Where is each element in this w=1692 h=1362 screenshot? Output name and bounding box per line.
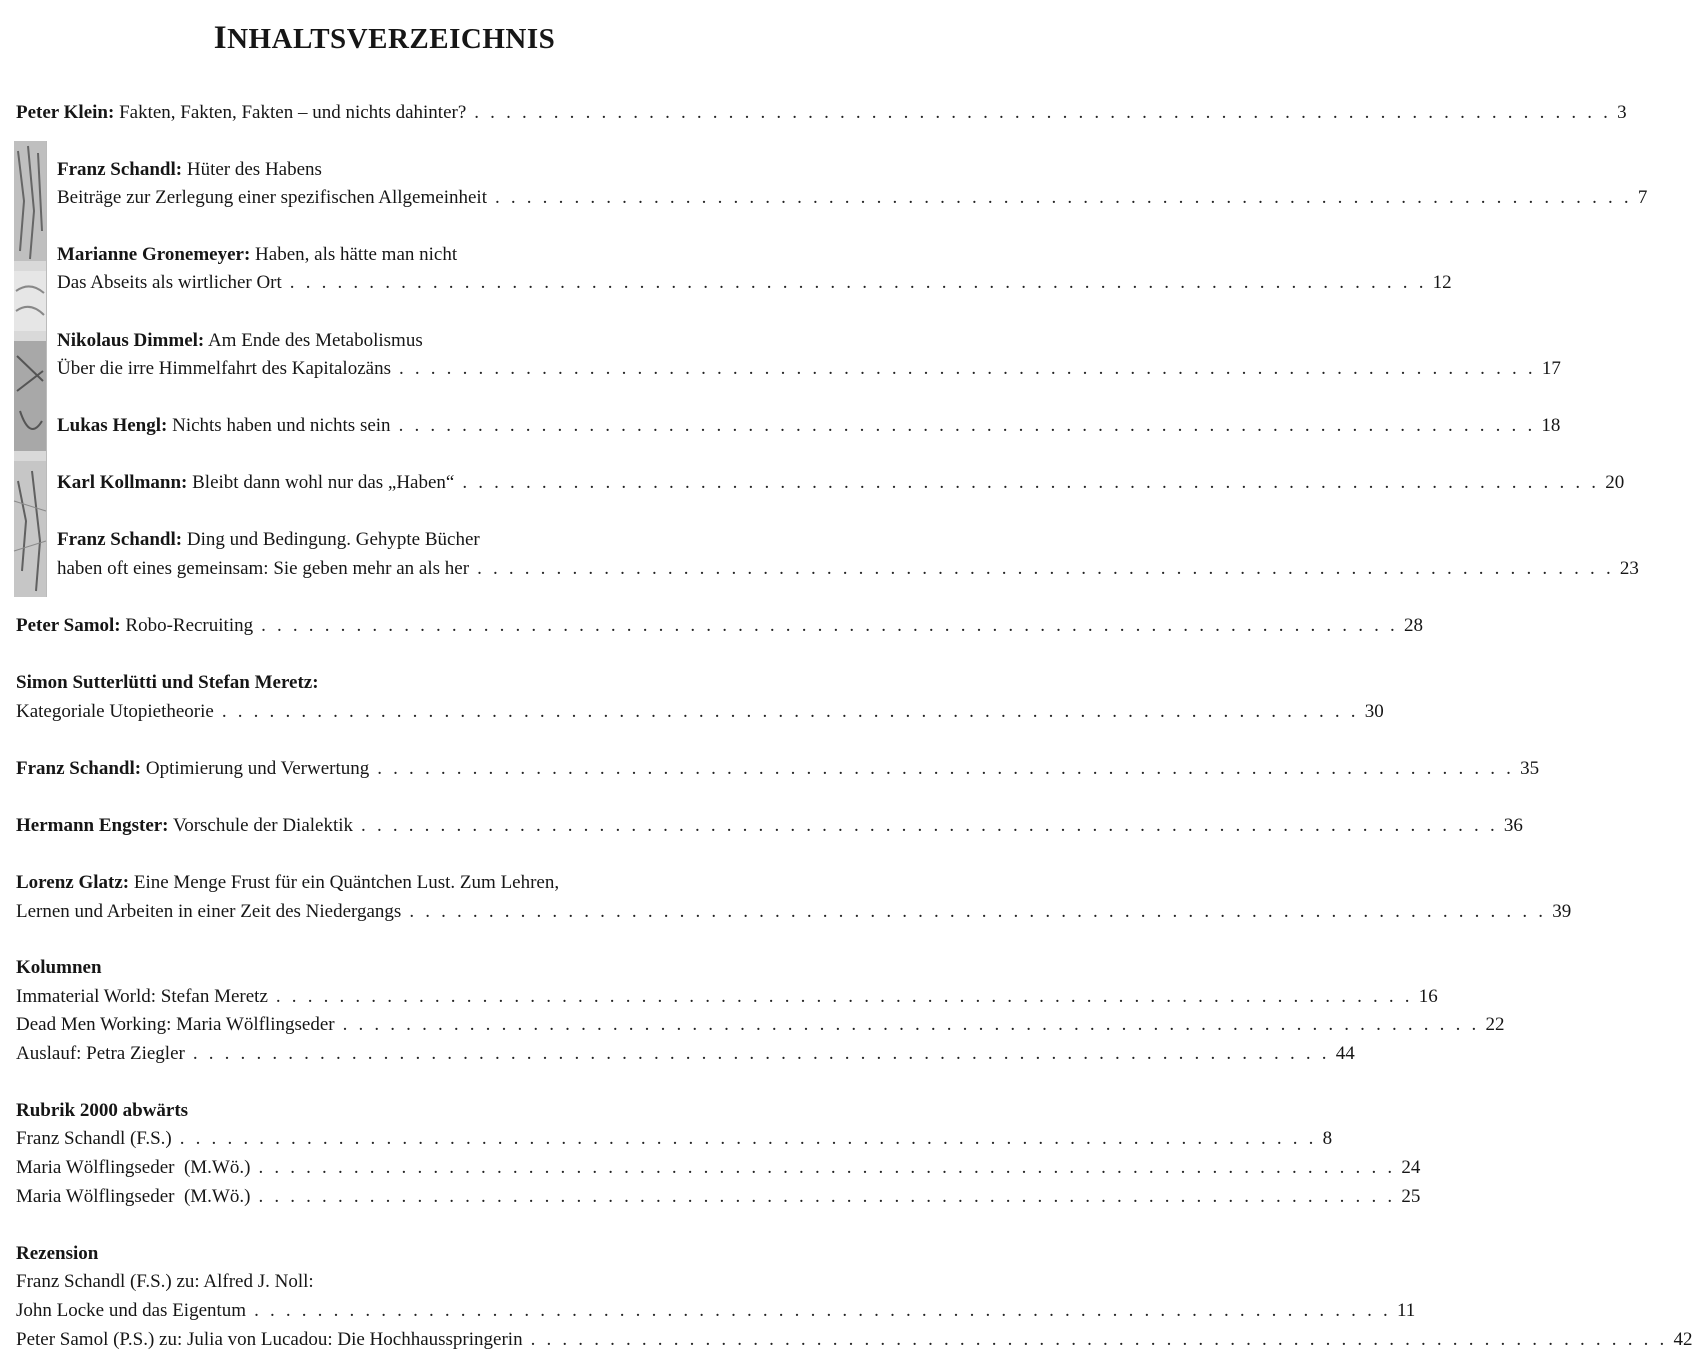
dot-leader: . . . . . . . . . . . . . . . . . . . . . . . . . . . . . . . . . . . . . . . . . . . . . . . . . . . . . . . . . . . . . . . . . . . . . . . .: [179, 1128, 1317, 1149]
list-item: [16, 1184, 1421, 1210]
toc-entry: [57, 556, 1639, 582]
page-number: 30: [1364, 701, 1384, 722]
toc-entry: [16, 100, 1627, 126]
entry-title: Nichts haben und nichts sein: [172, 415, 391, 436]
dot-leader: . . . . . . . . . . . . . . . . . . . . . . . . . . . . . . . . . . . . . . . . . . . . . . . . . . . . . . . . . . . . . . . . . . . . . . . .: [398, 358, 1536, 379]
dot-leader: . . . . . . . . . . . . . . . . . . . . . . . . . . . . . . . . . . . . . . . . . . . . . . . . . . . . . . . . . . . . . . . . . . . . . . . .: [275, 986, 1413, 1007]
page-number: 23: [1619, 558, 1639, 579]
dot-leader: . . . . . . . . . . . . . . . . . . . . . . . . . . . . . . . . . . . . . . . . . . . . . . . . . . . . . . . . . . . . . . . . . . . . . . . .: [377, 758, 1515, 779]
entry-title: Haben, als hätte man nicht: [255, 244, 458, 265]
toc-entry: [57, 185, 1648, 211]
toc-entry: [16, 699, 1384, 725]
engraving-illustration: [14, 141, 47, 597]
entry-subtitle: Über die irre Himmelfahrt des Kapitalozäns: [57, 358, 391, 379]
dot-leader: . . . . . . . . . . . . . . . . . . . . . . . . . . . . . . . . . . . . . . . . . . . . . . . . . . . . . . . . . . . . . . . . . . . . . . . .: [530, 1329, 1668, 1350]
entry-title: Optimierung und Verwertung: [145, 758, 370, 779]
entry-author: Franz Schandl:: [57, 159, 183, 180]
entry-title: Robo-Recruiting: [125, 615, 254, 636]
list-item: [16, 1126, 1333, 1152]
item-text: Franz Schandl (F.S.): [16, 1128, 172, 1149]
list-item: [16, 1155, 1421, 1181]
item-text: Dead Men Working: Maria Wölflingseder: [16, 1014, 335, 1035]
toc-entry: [16, 756, 1540, 782]
entry-author: Franz Schandl:: [16, 758, 142, 779]
entry-title: Fakten, Fakten, Fakten – und nichts dahinter?: [119, 102, 467, 123]
entry-subtitle: Kategoriale Utopietheorie: [16, 701, 214, 722]
toc-entry: [16, 813, 1523, 839]
page-number: 28: [1403, 615, 1423, 636]
list-item: [16, 1041, 1355, 1067]
title-rest: NHALTSVERZEICHNIS: [227, 23, 556, 55]
list-item: [16, 1327, 1692, 1353]
page-number: 42: [1673, 1329, 1692, 1350]
page-number: 18: [1541, 415, 1561, 436]
dot-leader: . . . . . . . . . . . . . . . . . . . . . . . . . . . . . . . . . . . . . . . . . . . . . . . . . . . . . . . . . . . . . . . . . . . . . . . .: [477, 558, 1614, 579]
page-number: 36: [1503, 815, 1523, 836]
dot-leader: . . . . . . . . . . . . . . . . . . . . . . . . . . . . . . . . . . . . . . . . . . . . . . . . . . . . . . . . . . . . . . . . . . . . . . . .: [474, 102, 1612, 123]
entry-author: Simon Sutterlütti und Stefan Meretz:: [16, 672, 319, 693]
dot-leader: . . . . . . . . . . . . . . . . . . . . . . . . . . . . . . . . . . . . . . . . . . . . . . . . . . . . . . . . . . . . . . . . . . . . . . . .: [258, 1186, 1396, 1207]
section-heading-text: Kolumnen: [16, 957, 102, 978]
entry-author: Lorenz Glatz:: [16, 872, 130, 893]
page-number: 39: [1552, 901, 1572, 922]
entry-author: Peter Klein:: [16, 102, 115, 123]
dot-leader: . . . . . . . . . . . . . . . . . . . . . . . . . . . . . . . . . . . . . . . . . . . . . . . . . . . . . . . . . . . . . . . . . . . . . . . .: [192, 1043, 1330, 1064]
list-item-heading: [16, 1269, 742, 1295]
toc-entry-heading: [57, 527, 747, 553]
entry-subtitle: haben oft eines gemeinsam: Sie geben mehr an als her: [57, 558, 470, 579]
page-number: 35: [1520, 758, 1540, 779]
page-number: 3: [1617, 102, 1627, 123]
item-text: Franz Schandl (F.S.) zu: Alfred J. Noll:: [16, 1271, 314, 1292]
entry-author: Hermann Engster:: [16, 815, 169, 836]
section-heading-rezension: [16, 1241, 416, 1267]
entry-author: Franz Schandl:: [57, 529, 183, 550]
toc-entry: [16, 613, 1423, 639]
page-number: 22: [1485, 1014, 1505, 1035]
page-title: [0, 20, 769, 57]
dot-leader: . . . . . . . . . . . . . . . . . . . . . . . . . . . . . . . . . . . . . . . . . . . . . . . . . . . . . . . . . . . . . . . . . . . . . . . .: [398, 415, 1536, 436]
page-number: 25: [1401, 1186, 1421, 1207]
toc-entry-heading: [16, 870, 756, 896]
item-text: Maria Wölflingseder (M.Wö.): [16, 1186, 251, 1207]
toc-entry: [16, 899, 1572, 925]
entry-author: Nikolaus Dimmel:: [57, 330, 205, 351]
page-number: 7: [1637, 187, 1648, 208]
entry-author: Karl Kollmann:: [57, 472, 188, 493]
section-heading-text: Rubrik 2000 abwärts: [16, 1100, 189, 1121]
toc-entry-heading: [57, 242, 747, 268]
dot-leader: . . . . . . . . . . . . . . . . . . . . . . . . . . . . . . . . . . . . . . . . . . . . . . . . . . . . . . . . . . . . . . . . . . . . . . . .: [261, 615, 1398, 636]
item-text: Auslauf: Petra Ziegler: [16, 1043, 185, 1064]
page-number: 12: [1432, 272, 1452, 293]
toc-entry: [57, 470, 1625, 496]
dot-leader: . . . . . . . . . . . . . . . . . . . . . . . . . . . . . . . . . . . . . . . . . . . . . . . . . . . . . . . . . . . . . . . . . . . . . . . .: [254, 1300, 1391, 1321]
dot-leader: . . . . . . . . . . . . . . . . . . . . . . . . . . . . . . . . . . . . . . . . . . . . . . . . . . . . . . . . . . . . . . . . . . . . . . . .: [258, 1157, 1396, 1178]
item-text: John Locke und das Eigentum: [16, 1300, 247, 1321]
list-item: [16, 1012, 1505, 1038]
toc-entry: [57, 270, 1452, 296]
entry-title: Ding und Bedingung. Gehypte Bücher: [186, 529, 480, 550]
page-number: 20: [1605, 472, 1625, 493]
page-number: 11: [1396, 1300, 1416, 1321]
entry-author: Marianne Gronemeyer:: [57, 244, 251, 265]
page-number: 44: [1335, 1043, 1355, 1064]
title-initial: I: [213, 20, 228, 56]
entry-title: Hüter des Habens: [186, 159, 322, 180]
section-heading-rubrik: [16, 1098, 416, 1124]
entry-subtitle: Lernen und Arbeiten in einer Zeit des Niedergangs: [16, 901, 402, 922]
entry-subtitle: Beiträge zur Zerlegung einer spezifischen Allgemeinheit: [57, 187, 487, 208]
page-number: 17: [1541, 358, 1561, 379]
toc-entry-heading: [57, 157, 747, 183]
item-text: Immaterial World: Stefan Meretz: [16, 986, 268, 1007]
dot-leader: . . . . . . . . . . . . . . . . . . . . . . . . . . . . . . . . . . . . . . . . . . . . . . . . . . . . . . . . . . . . . . . . . . . . . . . .: [409, 901, 1547, 922]
entry-author: Lukas Hengl:: [57, 415, 168, 436]
dot-leader: . . . . . . . . . . . . . . . . . . . . . . . . . . . . . . . . . . . . . . . . . . . . . . . . . . . . . . . . . . . . . . . . . . . . . . . .: [221, 701, 1359, 722]
dot-leader: . . . . . . . . . . . . . . . . . . . . . . . . . . . . . . . . . . . . . . . . . . . . . . . . . . . . . . . . . . . . . . . . . . . . . . . .: [494, 187, 1632, 208]
dot-leader: . . . . . . . . . . . . . . . . . . . . . . . . . . . . . . . . . . . . . . . . . . . . . . . . . . . . . . . . . . . . . . . . . . . . . . . .: [462, 472, 1600, 493]
list-item: [16, 1298, 1416, 1324]
entry-author: Peter Samol:: [16, 615, 121, 636]
toc-entry: [57, 356, 1561, 382]
dot-leader: . . . . . . . . . . . . . . . . . . . . . . . . . . . . . . . . . . . . . . . . . . . . . . . . . . . . . . . . . . . . . . . . . . . . . . . .: [289, 272, 1427, 293]
item-text: Maria Wölflingseder (M.Wö.): [16, 1157, 251, 1178]
entry-title: Eine Menge Frust für ein Quäntchen Lust. Zum Lehren,: [133, 872, 560, 893]
entry-title: Vorschule der Dialektik: [172, 815, 354, 836]
entry-title: Am Ende des Metabolismus: [207, 330, 423, 351]
dot-leader: . . . . . . . . . . . . . . . . . . . . . . . . . . . . . . . . . . . . . . . . . . . . . . . . . . . . . . . . . . . . . . . . . . . . . . . .: [342, 1014, 1480, 1035]
page-number: 24: [1401, 1157, 1421, 1178]
section-heading-kolumnen: [16, 955, 416, 981]
section-heading-text: Rezension: [16, 1243, 99, 1264]
entry-title: Bleibt dann wohl nur das „Haben“: [192, 472, 455, 493]
page-number: 8: [1322, 1128, 1333, 1149]
toc-entry: [57, 413, 1561, 439]
item-text: Peter Samol (P.S.) zu: Julia von Lucadou: Die Hochhausspringerin: [16, 1329, 523, 1350]
toc-entry-heading: [57, 328, 747, 354]
list-item: [16, 984, 1438, 1010]
dot-leader: . . . . . . . . . . . . . . . . . . . . . . . . . . . . . . . . . . . . . . . . . . . . . . . . . . . . . . . . . . . . . . . . . . . . . . . .: [361, 815, 1498, 836]
entry-subtitle: Das Abseits als wirtlicher Ort: [57, 272, 282, 293]
toc-entry-heading: [16, 670, 736, 696]
page-number: 16: [1418, 986, 1438, 1007]
